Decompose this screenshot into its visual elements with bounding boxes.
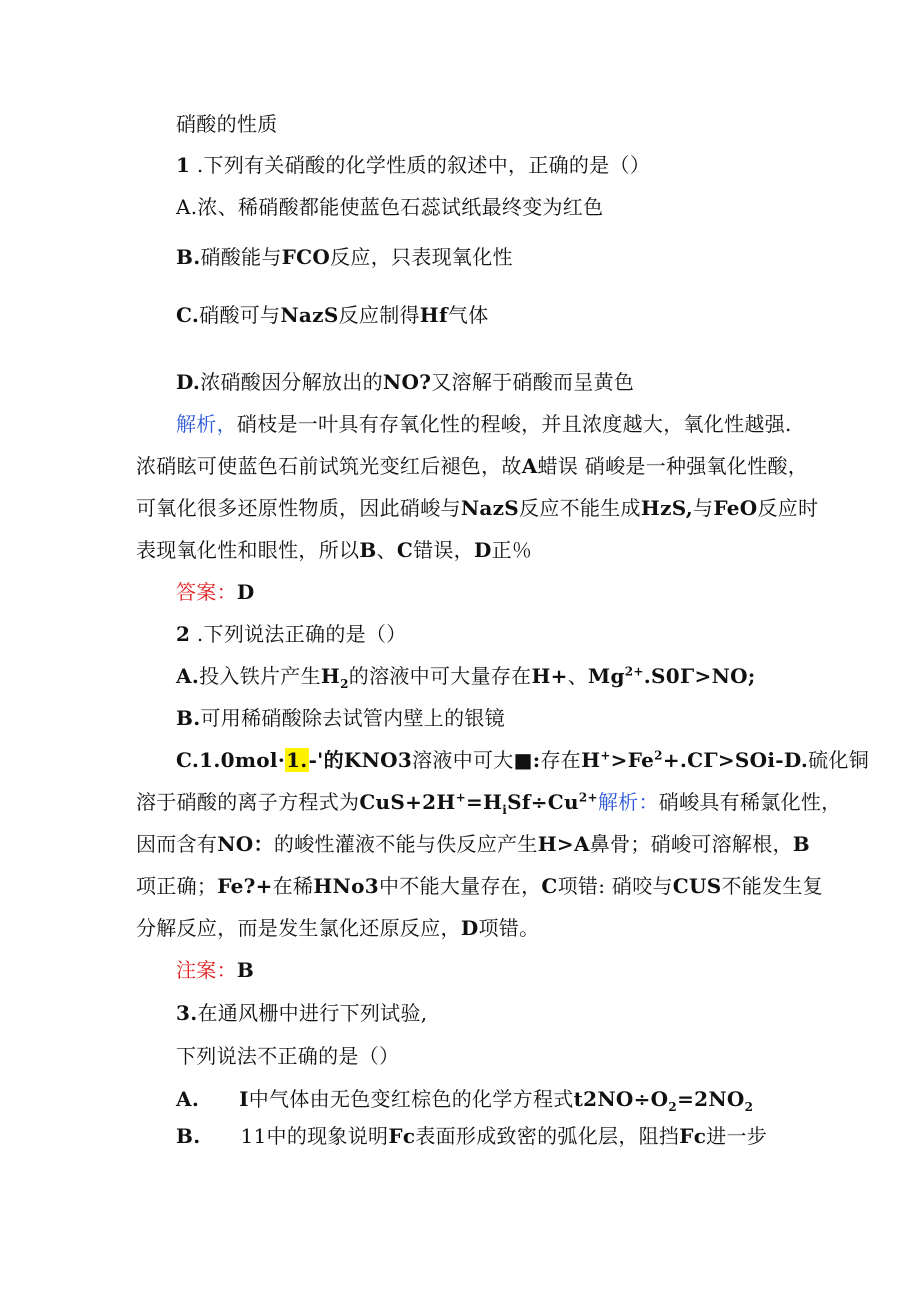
q2-answer — [176, 957, 254, 983]
q2-l3-c: 的峻性灌液不能与佚反应产生 — [273, 832, 538, 856]
q2-l4-f: C — [541, 874, 558, 898]
q1-analysis-l4-f: D — [473, 538, 492, 562]
q1-option-d-formula: NO? — [382, 370, 432, 394]
q1-analysis-l4-c: 、 — [376, 538, 397, 562]
q1-analysis-l4-g: 正％ — [491, 538, 533, 562]
q2-option-c — [176, 747, 869, 773]
q2-option-c-h: >Fe — [610, 748, 655, 772]
q2-l5-a: 分解反应，而是发生氯化还原反应， — [136, 916, 461, 940]
q2-l2-b: CuS+2H — [359, 790, 456, 814]
q1-analysis-label: 解析， — [176, 412, 237, 436]
q1-analysis-l4-e: 错误， — [413, 538, 474, 562]
q3-option-a-d: =2NO — [677, 1087, 745, 1111]
q3-option-b-label: B. — [176, 1124, 201, 1148]
q1-analysis-l3-b: NazS — [460, 496, 520, 520]
q3-stem-line-2 — [176, 1043, 399, 1069]
q2-option-b-text: 可用稀硝酸除去试管内壁上的银镜 — [200, 706, 505, 730]
q2-option-a-c: H — [320, 664, 341, 688]
q1-option-c-text3: 气体 — [447, 303, 489, 327]
q1-answer — [176, 579, 255, 605]
q1-option-c-text2: 反应制得 — [338, 303, 420, 327]
q2-option-c-e: ■: — [513, 748, 541, 772]
q2-l3-a: 因而含有 — [136, 832, 218, 856]
q2-l2-sup2: 2+ — [578, 790, 598, 805]
q1-option-a — [176, 194, 603, 220]
q1-option-b-post: 反应，只表现氧化性 — [330, 245, 513, 269]
q2-option-c-highlight: 1. — [286, 748, 308, 772]
q1-analysis-l1: 硝枝是一叶具有存氧化性的程峻，并且浓度越大，氧化性越强. — [236, 412, 792, 436]
q1-analysis-l4-a: 表现氧化性和眼性，所以 — [136, 538, 360, 562]
q3-option-a-sub1: 2 — [668, 1100, 678, 1114]
q2-option-c-a: C.1.0mol· — [176, 748, 286, 772]
q3-option-b-e: Fc — [679, 1124, 707, 1148]
q2-l5-c: 项错。 — [478, 916, 540, 940]
q2-option-c-i: +.CΓ>SOi-D. — [662, 748, 809, 772]
q1-option-b-formula: FCO — [281, 245, 331, 269]
q1-analysis-l3-c: 反应不能生成 — [519, 496, 641, 520]
q2-option-c-g: H — [581, 748, 601, 772]
q1-option-c — [176, 302, 489, 328]
q1-analysis-l4-b: B — [359, 538, 377, 562]
q2-l2-c: =H — [465, 790, 503, 814]
section-title — [176, 111, 278, 137]
q1-option-d-text2: 又溶解于硝酸而呈黄色 — [431, 370, 635, 394]
q2-l5-b: D — [460, 916, 479, 940]
q2-l2-sup1: + — [455, 790, 466, 805]
q2-l4-g: 项错: 硝咬与 — [557, 874, 673, 898]
section-title-text: 硝酸的性质 — [176, 112, 278, 136]
q1-analysis-l3-g: 反应时 — [757, 496, 819, 520]
q3-option-b-a: 11 — [240, 1124, 267, 1148]
q2-l3-d: H>A — [537, 832, 590, 856]
q2-option-c-sup1: + — [600, 748, 611, 763]
q1-option-c-formula1: NazS — [280, 303, 339, 327]
q1-option-b-label: B. — [176, 245, 201, 269]
q2-line-2 — [136, 789, 841, 815]
q3-option-a-a: I — [239, 1087, 249, 1111]
q1-analysis-l2-a: 浓硝眩可使蓝色石前试筑光变红后褪色，故 — [136, 454, 522, 478]
q2-answer-label: 注案： — [176, 958, 237, 982]
q2-l4-c: 在稀 — [272, 874, 314, 898]
q3-stem2: 下列说法不正确的是（） — [176, 1044, 400, 1068]
q1-option-d — [176, 369, 634, 395]
q2-l2-a: 溶于硝酸的离子方程式为 — [136, 790, 360, 814]
q2-option-c-j: 硫化铜 — [808, 748, 869, 772]
q1-number: 1 — [176, 153, 191, 177]
q1-option-d-text1: 浓硝酸因分解放出的 — [200, 370, 383, 394]
q3-number: 3. — [176, 1001, 198, 1025]
q1-stem — [176, 152, 650, 178]
q2-option-a-f: 、 — [567, 664, 589, 688]
q2-option-a-e: H+ — [531, 664, 568, 688]
q2-l3-f: B — [792, 832, 811, 856]
q2-l4-h: CUS — [672, 874, 722, 898]
q2-l4-e: 中不能大量存在， — [378, 874, 542, 898]
q2-option-a-h: .S0Γ>NO; — [643, 664, 756, 688]
q2-l4-a: 项正确； — [136, 874, 218, 898]
q2-l2-sub: i — [502, 803, 508, 817]
q2-option-a-sup: 2+ — [624, 664, 644, 679]
q2-l3-b: NO： — [217, 832, 274, 856]
q3-option-a-sub2: 2 — [744, 1100, 754, 1114]
q3-option-b — [176, 1123, 767, 1149]
q2-option-c-b: -'的 — [308, 748, 344, 772]
q2-option-a-g: Mg — [588, 664, 625, 688]
q3-option-a-b: 中气体由无色变红棕色的化学方程式 — [248, 1087, 574, 1111]
q1-analysis-l3-e: 与 — [693, 496, 714, 520]
q2-option-b-label: B. — [176, 706, 201, 730]
q1-analysis-l3-d: HzS, — [640, 496, 694, 520]
q1-option-b — [176, 244, 513, 270]
q1-analysis-l4-d: C — [396, 538, 414, 562]
q3-option-a — [176, 1086, 753, 1112]
q1-option-c-text1: 硝酸可与 — [199, 303, 281, 327]
q2-option-c-d: 溶液中可大 — [412, 748, 514, 772]
q2-option-b — [176, 705, 505, 731]
q1-analysis-l3-a: 可氧化很多还原性物质，因此硝峻与 — [136, 496, 461, 520]
q1-stem-text: .下列有关硝酸的化学性质的叙述中，正确的是（） — [190, 153, 651, 177]
q3-stem1: 在通风栅中进行下列试验, — [197, 1001, 428, 1025]
q1-analysis-line-4 — [136, 537, 532, 563]
q1-option-c-label: C. — [176, 303, 200, 327]
q1-analysis-l2-b: A — [521, 454, 538, 478]
q2-l2-d: Sf÷Cu — [507, 790, 579, 814]
q2-option-a — [176, 663, 756, 689]
q2-answer-value: B — [236, 958, 255, 982]
q3-option-b-d: 表面形成致密的弧化层，阻挡 — [415, 1124, 680, 1148]
q2-option-c-c: KNO3 — [343, 748, 413, 772]
q1-option-a-text: A.浓、稀硝酸都能使蓝色石蕊试纸最终变为红色 — [176, 195, 604, 219]
q3-option-a-c: t2NO÷O — [573, 1087, 669, 1111]
q1-analysis-line-1 — [176, 411, 792, 437]
q1-analysis-line-2 — [136, 453, 808, 479]
q1-option-c-formula2: Hf — [419, 303, 448, 327]
q1-analysis-l3-f: FeO — [713, 496, 758, 520]
q2-option-a-label: A. — [176, 664, 200, 688]
q2-stem-text: .下列说法正确的是（） — [190, 622, 407, 646]
q2-l4-i: 不能发生复 — [721, 874, 823, 898]
q2-line-4 — [136, 873, 823, 899]
q1-option-d-label: D. — [176, 370, 201, 394]
q2-line-3 — [136, 831, 810, 857]
q1-option-b-text: 硝酸能与 — [200, 245, 282, 269]
q2-line-5 — [136, 915, 539, 941]
q2-stem — [176, 621, 407, 647]
q2-option-a-b: 投入铁片产生 — [199, 664, 321, 688]
q3-option-b-f: 进一步 — [706, 1124, 768, 1148]
q2-l4-d: HNo3 — [313, 874, 379, 898]
q2-option-c-sup2: 2 — [654, 748, 663, 763]
q3-stem-line-1 — [176, 1000, 427, 1026]
q2-option-a-d: 的溶液中可大量存在 — [348, 664, 532, 688]
q2-option-c-f: 存在 — [540, 748, 582, 772]
q3-option-b-b: 中的现象说明 — [266, 1124, 389, 1148]
q1-analysis-line-3 — [136, 495, 818, 521]
q2-analysis-label: 解析： — [597, 790, 659, 814]
q2-l2-e: 硝峻具有稀氯化性， — [658, 790, 842, 814]
q2-l3-e: 鼻骨；硝峻可溶解根， — [589, 832, 793, 856]
q1-answer-value: D — [236, 580, 255, 604]
q2-l4-b: Fe?+ — [217, 874, 273, 898]
q2-number: 2 — [176, 622, 191, 646]
q1-answer-label: 答案： — [176, 580, 237, 604]
q3-option-a-label: A. — [176, 1087, 200, 1111]
q1-analysis-l2-c: 蜡误 硝峻是一种强氧化性酸， — [537, 454, 809, 478]
q2-option-a-sub: 2 — [340, 677, 349, 691]
q3-option-b-c: Fc — [388, 1124, 416, 1148]
